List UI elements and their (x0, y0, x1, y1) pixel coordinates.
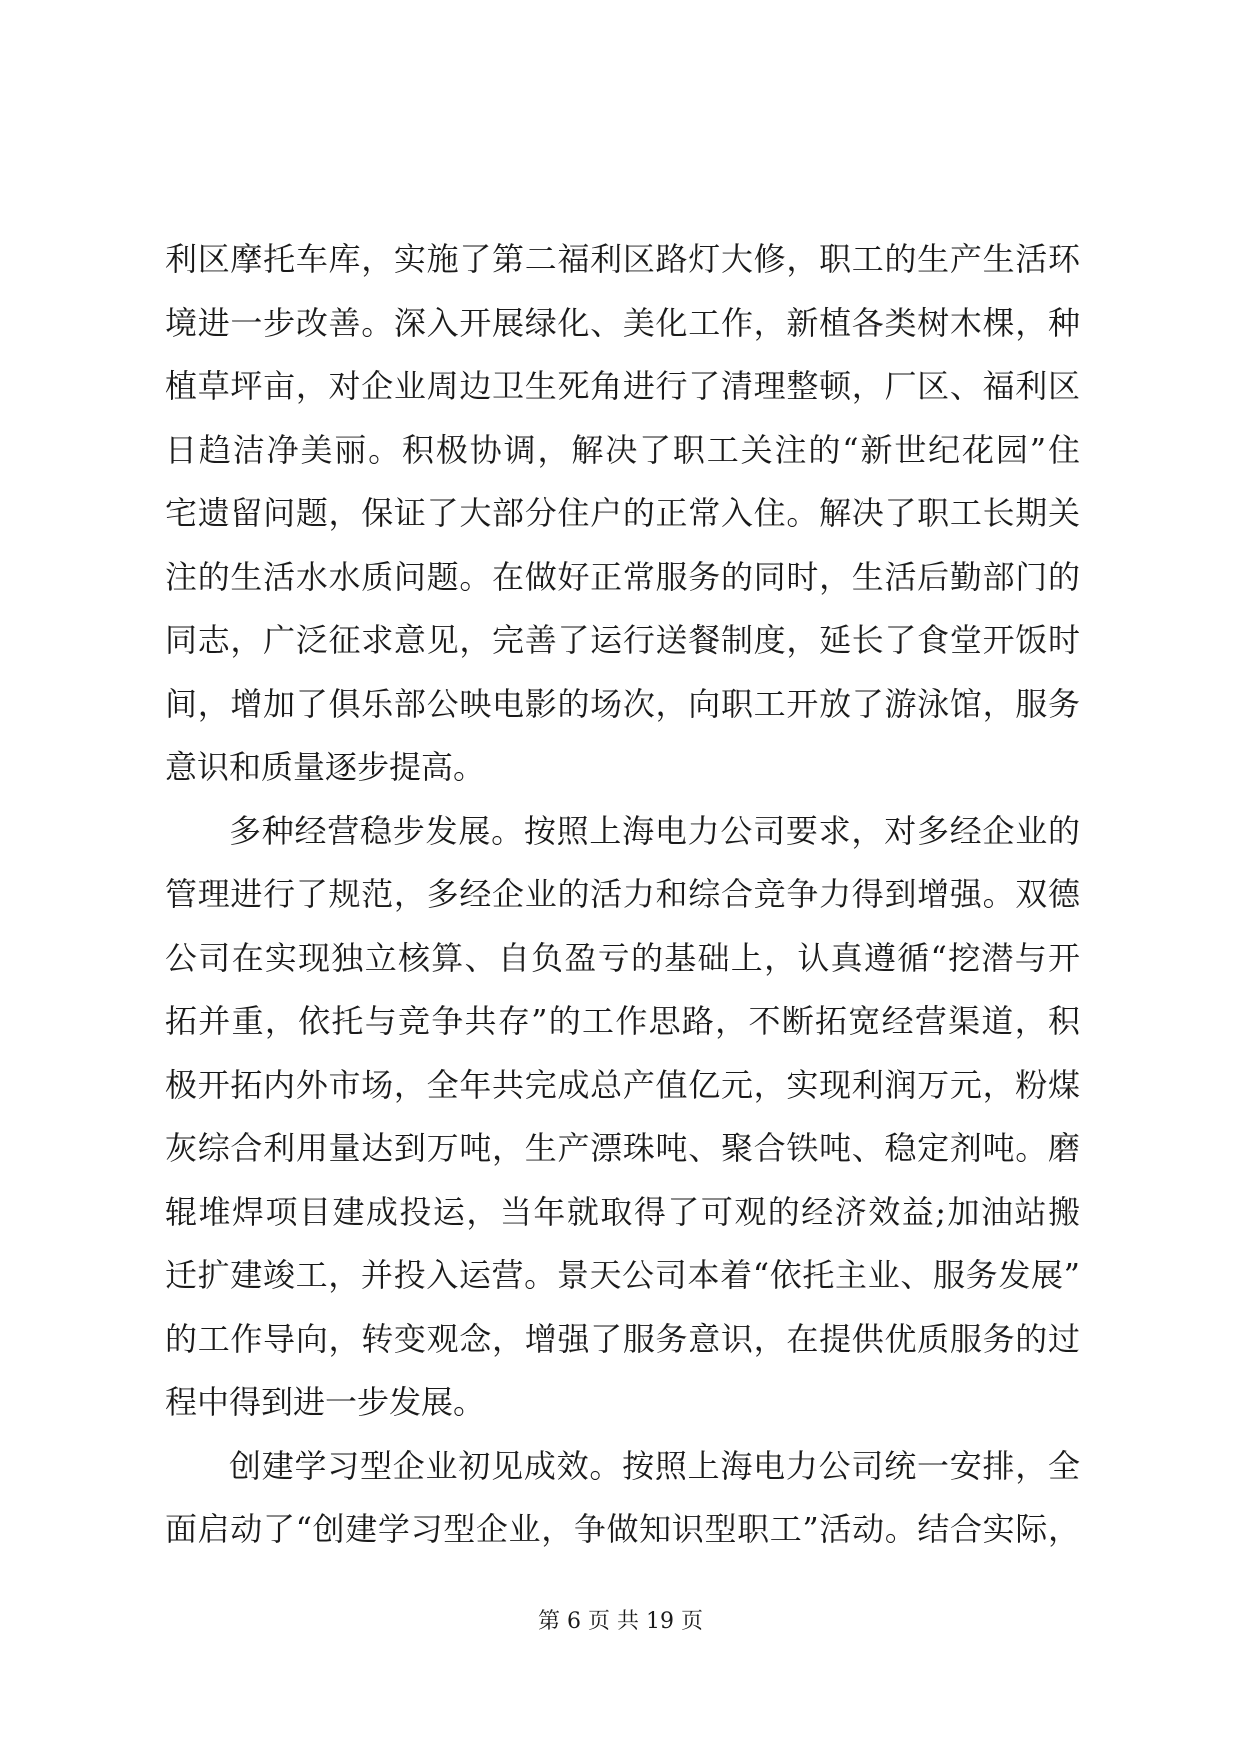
text-line: 植草坪亩，对企业周边卫生死角进行了清理整顿，厂区、福利区 (165, 367, 1080, 405)
page-footer: 第 6 页 共 19 页 (538, 1609, 703, 1634)
text-line: 间，增加了俱乐部公映电影的场次，向职工开放了游泳馆，服务 (165, 684, 1080, 723)
paragraph (165, 1435, 1080, 1562)
text-line: 辊堆焊项目建成投运，当年就取得了可观的经济效益;加油站搬 (165, 1192, 1080, 1231)
text-line: 注的生活水水质问题。在做好正常服务的同时，生活后勤部门的 (165, 557, 1080, 596)
text-line: 意识和质量逐步提高。 (165, 748, 486, 786)
document-body (165, 228, 1080, 1562)
text-line: 公司在实现独立核算、自负盈亏的基础上，认真遵循“挖潜与开 (165, 938, 1080, 977)
text-line: 境进一步改善。深入开展绿化、美化工作，新植各类树木棵，种 (165, 303, 1080, 342)
text-line: 灰综合利用量达到万吨，生产漂珠吨、聚合铁吨、稳定剂吨。磨 (165, 1129, 1080, 1167)
text-line: 面启动了“创建学习型企业，争做知识型职工”活动。结合实际， (165, 1510, 1080, 1548)
paragraph (165, 800, 1080, 1435)
text-line: 极开拓内外市场，全年共完成总产值亿元，实现利润万元，粉煤 (165, 1065, 1080, 1104)
text-line: 的工作导向，转变观念，增强了服务意识，在提供优质服务的过 (165, 1319, 1080, 1358)
text-line: 迁扩建竣工，并投入运营。景天公司本着“依托主业、服务发展” (165, 1256, 1080, 1294)
text-line: 程中得到进一步发展。 (165, 1383, 486, 1421)
text-line: 拓并重，依托与竞争共存”的工作思路，不断拓宽经营渠道，积 (165, 1002, 1080, 1040)
text-line: 宅遗留问题，保证了大部分住户的正常入住。解决了职工长期关 (165, 494, 1080, 532)
text-line: 同志，广泛征求意见，完善了运行送餐制度，延长了食堂开饭时 (165, 621, 1080, 659)
text-line: 日趋洁净美丽。积极协调，解决了职工关注的“新世纪花园”住 (165, 430, 1080, 469)
text-line: 利区摩托车库，实施了第二福利区路灯大修，职工的生产生活环 (165, 240, 1080, 278)
paragraph (165, 228, 1080, 800)
text-line: 多种经营稳步发展。按照上海电力公司要求，对多经企业的 (229, 811, 1080, 850)
text-line: 创建学习型企业初见成效。按照上海电力公司统一安排，全 (229, 1446, 1080, 1485)
text-line: 管理进行了规范，多经企业的活力和综合竞争力得到增强。双德 (165, 875, 1080, 913)
